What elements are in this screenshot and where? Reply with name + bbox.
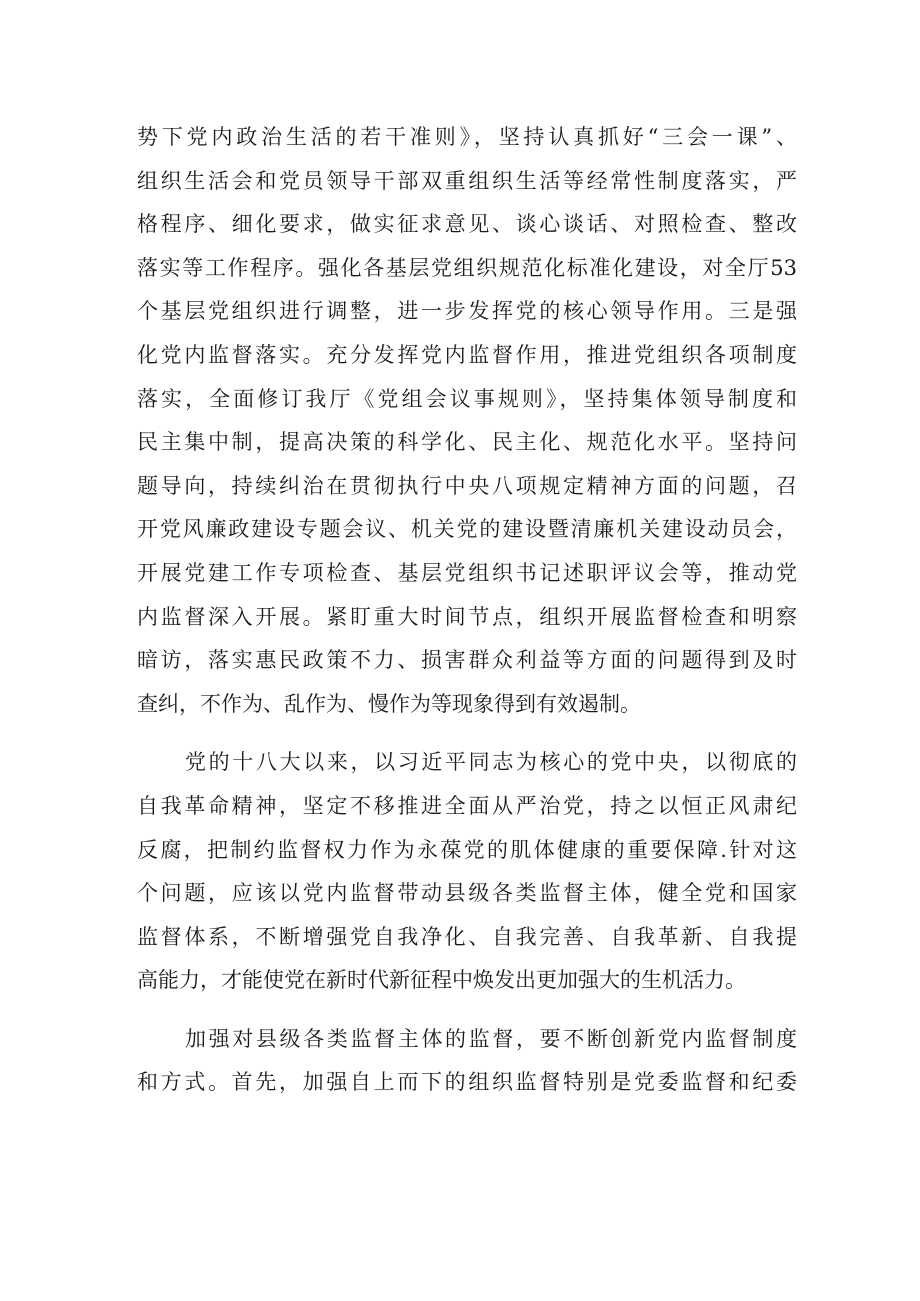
text-line: 高能力，才能使党在新时代新征程中焕发出更加强大的生机活力。 — [137, 968, 746, 993]
text-line: 组织生活会和党员领导干部双重组织生活等经常性制度落实，严 — [137, 168, 797, 193]
text-line: 格程序、细化要求，做实征求意见、谈心谈话、对照检查、整改 — [137, 212, 797, 237]
paragraph-2 — [137, 741, 797, 1003]
text-line: 化党内监督落实。充分发挥党内监督作用，推进党组织各项制度 — [137, 342, 797, 367]
text-line: 反腐，把制约监督权力作为永葆党的肌体健康的重要保障.针对这 — [137, 837, 797, 862]
text-line: 开党风廉政建设专题会议、机关党的建设暨清廉机关建设动员会， — [137, 517, 797, 542]
paragraph-spacer — [137, 726, 797, 741]
text-line: 开展党建工作专项检查、基层党组织书记述职评议会等，推动党 — [137, 560, 797, 585]
document-body — [137, 116, 797, 1105]
text-line: 落实等工作程序。强化各基层党组织规范化标准化建设，对全厅53 — [137, 255, 797, 280]
text-line: 暗访，落实惠民政策不力、损害群众利益等方面的问题得到及时 — [137, 648, 797, 673]
text-line: 查纠，不作为、乱作为、慢作为等现象得到有效遏制。 — [137, 691, 641, 716]
text-line: 自我革命精神，坚定不移推进全面从严治党，持之以恒正风肃纪 — [137, 793, 797, 818]
text-line: 落实，全面修订我厅《党组会议事规则》，坚持集体领导制度和 — [137, 386, 797, 411]
text-line: 党的十八大以来，以习近平同志为核心的党中央，以彻底的 — [185, 750, 797, 775]
text-line: 势下党内政治生活的若干准则》，坚持认真抓好“三会一课”、 — [137, 125, 797, 149]
text-line: 民主集中制，提高决策的科学化、民主化、规范化水平。坚持问 — [137, 430, 797, 455]
paragraph-3 — [137, 1018, 797, 1105]
text-line: 监督体系，不断增强党自我净化、自我完善、自我革新、自我提 — [137, 924, 797, 949]
text-line: 个基层党组织进行调整，进一步发挥党的核心领导作用。三是强 — [137, 299, 797, 324]
text-line: 和方式。首先，加强自上而下的组织监督特别是党委监督和纪委 — [137, 1070, 797, 1095]
paragraph-spacer — [137, 1003, 797, 1018]
paragraph-1 — [137, 116, 797, 726]
text-line: 内监督深入开展。紧盯重大时间节点，组织开展监督检查和明察 — [137, 604, 797, 629]
text-line: 个问题，应该以党内监督带动县级各类监督主体，健全党和国家 — [137, 881, 797, 906]
text-line: 题导向，持续纠治在贯彻执行中央八项规定精神方面的问题，召 — [137, 473, 797, 498]
text-line: 加强对县级各类监督主体的监督，要不断创新党内监督制度 — [185, 1026, 797, 1051]
